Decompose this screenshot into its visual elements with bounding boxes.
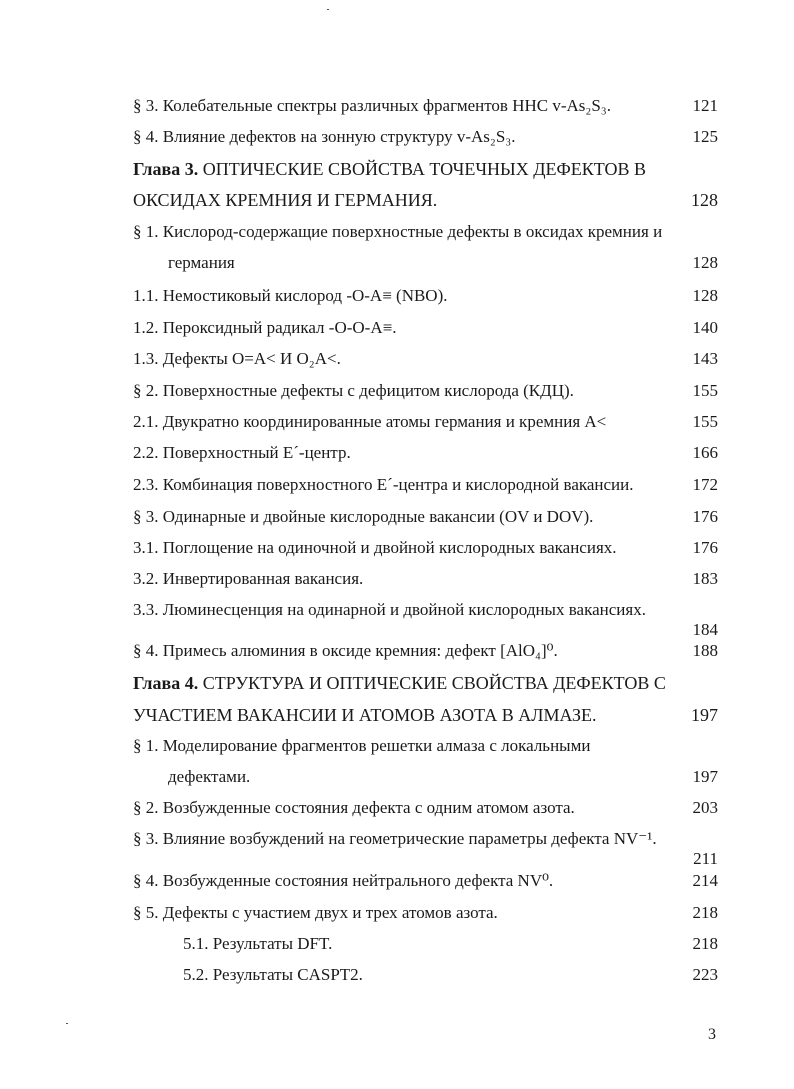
toc-entry-page: 203: [692, 798, 718, 817]
toc-entry-page: 211: [693, 849, 718, 868]
toc-entry-page: 143: [692, 349, 718, 368]
scan-speck: [66, 1023, 68, 1024]
toc-entry-text: § 3. Колебательные спектры различных фрагментов ННС v-As₂S₃.: [133, 96, 611, 115]
toc-entry-text: § 3. Влияние возбуждений на геометрические параметры дефекта NV⁻¹.: [133, 829, 657, 848]
toc-entry-page: 184: [692, 620, 718, 639]
chapter-title: ОКСИДАХ КРЕМНИЯ И ГЕРМАНИЯ.: [133, 190, 438, 210]
toc-entry-text: § 2. Возбужденные состояния дефекта с одним атомом азота.: [133, 798, 575, 817]
toc-entry-page: 188: [692, 641, 718, 660]
toc-entry-text: 3.1. Поглощение на одиночной и двойной кислородных вакансиях.: [133, 538, 617, 557]
toc-entry-text: 1.3. Дефекты O=A< И O₂A<.: [133, 349, 341, 368]
toc-entry-page: 176: [692, 507, 718, 526]
toc-entry-text: 1.2. Пероксидный радикал -O-O-A≡.: [133, 318, 397, 337]
toc-entry-page: 197: [692, 767, 718, 786]
toc-entry-text: 2.2. Поверхностный E´-центр.: [133, 443, 351, 462]
toc-entry-text: германия: [168, 253, 235, 272]
toc-entry-page: 128: [691, 190, 718, 210]
toc-entry-text: § 4. Влияние дефектов на зонную структуру v-As₂S₃.: [133, 127, 516, 146]
toc-entry-text: § 5. Дефекты с участием двух и трех атомов азота.: [133, 903, 498, 922]
toc-entry-text: § 2. Поверхностные дефекты с дефицитом кислорода (КДЦ).: [133, 381, 574, 400]
chapter-title: СТРУКТУРА И ОПТИЧЕСКИЕ СВОЙСТВА ДЕФЕКТОВ С: [202, 673, 666, 693]
toc-entry-page: 121: [692, 96, 718, 115]
toc-entry-text: 3.3. Люминесценция на одинарной и двойной кислородных вакансиях.: [133, 600, 646, 619]
toc-entry-text: § 1. Моделирование фрагментов решетки алмаза с локальными: [133, 736, 591, 755]
toc-entry-page: 155: [692, 381, 718, 400]
chapter-label: Глава 3.: [133, 159, 199, 179]
toc-entry-text: 3.2. Инвертированная вакансия.: [133, 569, 364, 588]
scan-speck: [327, 9, 329, 10]
chapter-label: Глава 4.: [133, 673, 199, 693]
toc-entry-text: 2.1. Двукратно координированные атомы германия и кремния A<: [133, 412, 607, 431]
toc-entry-text: 5.2. Результаты CASPT2.: [183, 965, 363, 984]
toc-entry-page: 166: [692, 443, 718, 462]
toc-entry-text: 5.1. Результаты DFT.: [183, 934, 333, 953]
toc-entry-page: 218: [692, 934, 718, 953]
toc-entry-page: 223: [692, 965, 718, 984]
toc-entry-page: 128: [692, 286, 718, 305]
toc-entry-page: 155: [692, 412, 718, 431]
chapter-title: ОПТИЧЕСКИЕ СВОЙСТВА ТОЧЕЧНЫХ ДЕФЕКТОВ В: [202, 159, 646, 179]
toc-entry-text: 2.3. Комбинация поверхностного E´-центра и кислородной вакансии.: [133, 475, 634, 494]
toc-entry-page: 172: [692, 475, 718, 494]
page-number: 3: [708, 1026, 716, 1043]
toc-entry-text: 1.1. Немостиковый кислород -O-A≡ (NBO).: [133, 286, 448, 305]
toc-entry-page: 214: [692, 871, 718, 890]
chapter-title: УЧАСТИЕМ ВАКАНСИИ И АТОМОВ АЗОТА В АЛМАЗЕ.: [133, 705, 597, 725]
toc-entry-text: § 1. Кислород-содержащие поверхностные дефекты в оксидах кремния и: [133, 222, 663, 241]
toc-entry-page: 183: [692, 569, 718, 588]
toc-entry-text: § 4. Примесь алюминия в оксиде кремния: дефект [AlO₄]⁰.: [133, 641, 558, 660]
toc-entry-page: 140: [692, 318, 718, 337]
toc-entry-page: 176: [692, 538, 718, 557]
toc-entry-text: § 3. Одинарные и двойные кислородные вакансии (OV и DOV).: [133, 507, 594, 526]
toc-entry-text: дефектами.: [168, 767, 251, 786]
toc-entry-page: 125: [692, 127, 718, 146]
toc-entry-text: § 4. Возбужденные состояния нейтрального дефекта NV⁰.: [133, 871, 554, 890]
toc-entry-page: 197: [691, 705, 718, 725]
toc-entry-page: 218: [692, 903, 718, 922]
toc-entry-page: 128: [692, 253, 718, 272]
